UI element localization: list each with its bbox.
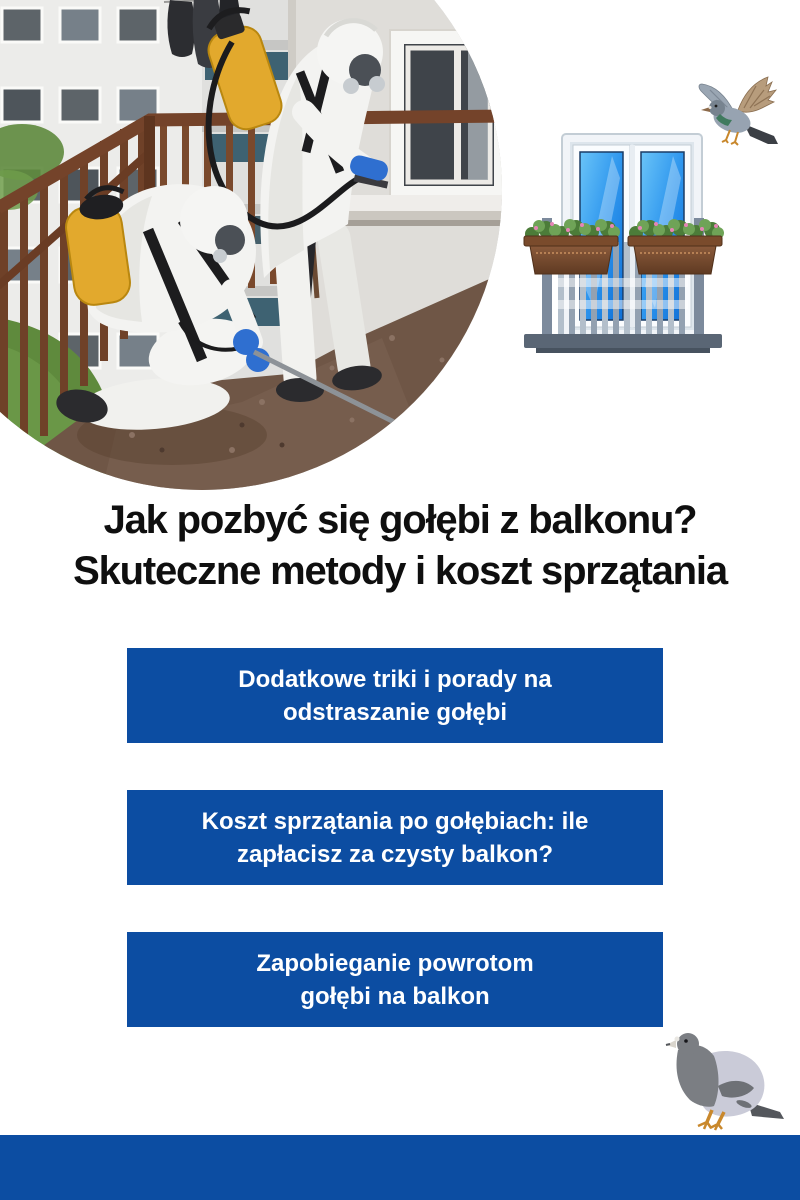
standing-pigeon-icon bbox=[660, 1022, 785, 1134]
button-prevention[interactable] bbox=[127, 932, 663, 1027]
brush-head bbox=[430, 434, 467, 466]
balcony-window-illustration bbox=[518, 126, 728, 358]
hero-photo-illustration bbox=[0, 0, 502, 490]
page-title bbox=[0, 495, 800, 597]
button-label-line: zapłacisz za czysty balkon? bbox=[236, 840, 554, 868]
button-label-line: Dodatkowe triki i porady na bbox=[238, 665, 552, 693]
button-label-line: Zapobieganie powrotom bbox=[256, 949, 534, 977]
button-label-line: odstraszanie gołębi bbox=[282, 698, 508, 726]
button-cleaning-cost[interactable] bbox=[127, 790, 663, 885]
button-label-line: Koszt sprzątania po gołębiach: ile bbox=[201, 807, 589, 835]
page-title-line-2: Skuteczne metody i koszt sprzątania bbox=[73, 549, 727, 593]
button-repellent-tips[interactable] bbox=[127, 648, 663, 743]
flying-pigeon-icon bbox=[692, 74, 782, 156]
hero-photo-pest-control-workers bbox=[0, 0, 502, 490]
footer-bar bbox=[0, 1135, 800, 1200]
page-title-line-1: Jak pozbyć się gołębi z balkonu? bbox=[103, 498, 697, 542]
button-label-line: gołębi na balkon bbox=[300, 982, 490, 1010]
section-buttons bbox=[127, 648, 663, 1027]
